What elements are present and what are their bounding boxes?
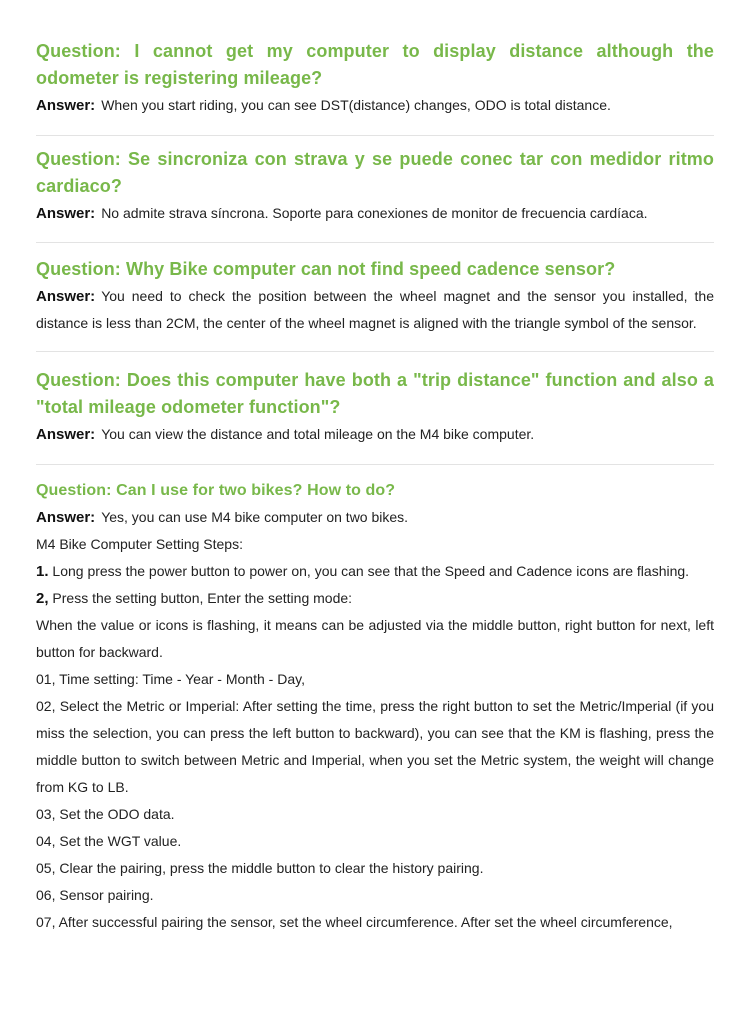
answer-label: Answer:: [36, 205, 96, 222]
step-2: [36, 585, 714, 612]
faq-item-5: [36, 465, 714, 936]
substep-02: 02, Select the Metric or Imperial: After setting the time, press the right button to set the Metric/Imperial (if you miss the selection, you can press the left button to backward), you can see that the KM is flashing, press the middle button to switch between Metric and Imperial, when you set the Metric system, the weight will change from KG to LB.: [36, 698, 714, 795]
step-text: Press the setting button, Enter the setting mode:: [52, 590, 353, 606]
step-1: [36, 558, 714, 585]
faq-answer: [36, 421, 714, 448]
answer-text: You can view the distance and total mileage on the M4 bike computer.: [101, 426, 535, 442]
answer-text: When you start riding, you can see DST(distance) changes, ODO is total distance.: [101, 97, 611, 113]
steps-title: M4 Bike Computer Setting Steps:: [36, 536, 243, 552]
faq-answer: [36, 504, 714, 531]
substep-05: 05, Clear the pairing, press the middle button to clear the history pairing.: [36, 860, 484, 876]
answer-text: Yes, you can use M4 bike computer on two bikes.: [101, 509, 409, 525]
faq-question: Question: I cannot get my computer to display distance although the odometer is registering mileage?: [36, 41, 714, 88]
answer-label: Answer:: [36, 288, 96, 305]
faq-item-2: [36, 136, 714, 227]
answer-label: Answer:: [36, 509, 96, 526]
answer-text: No admite strava síncrona. Soporte para conexiones de monitor de frecuencia cardíaca.: [101, 205, 648, 221]
faq-item-1: [36, 38, 714, 119]
step-number: 2,: [36, 590, 49, 607]
substep-03: 03, Set the ODO data.: [36, 806, 175, 822]
faq-question: Question: Can I use for two bikes? How to do?: [36, 482, 396, 499]
faq-question: Question: Se sincroniza con strava y se puede conec tar con medidor ritmo cardiaco?: [36, 149, 714, 196]
step-2-description: When the value or icons is flashing, it means can be adjusted via the middle button, right button for next, left button for backward.: [36, 617, 714, 660]
faq-question: Question: Why Bike computer can not find speed cadence sensor?: [36, 259, 616, 279]
faq-question: Question: Does this computer have both a "trip distance" function and also a "total mileage odometer function"?: [36, 370, 714, 417]
faq-answer: [36, 200, 714, 227]
step-text: Long press the power button to power on, you can see that the Speed and Cadence icons are flashing.: [52, 563, 690, 579]
faq-item-4: [36, 352, 714, 448]
substep-06: 06, Sensor pairing.: [36, 887, 154, 903]
faq-answer: [36, 92, 714, 119]
answer-label: Answer:: [36, 426, 96, 443]
faq-item-3: [36, 243, 714, 337]
substep-01: 01, Time setting: Time - Year - Month - Day,: [36, 671, 305, 687]
answer-text: You need to check the position between the wheel magnet and the sensor you installed, the distance is less than 2CM, the center of the wheel magnet is aligned with the triangle symbol of the sensor.: [36, 288, 714, 331]
answer-label: Answer:: [36, 97, 96, 114]
substep-07: 07, After successful pairing the sensor, set the wheel circumference. After set the wheel circumference,: [36, 914, 673, 930]
faq-answer: [36, 283, 714, 337]
step-number: 1.: [36, 563, 49, 580]
substep-04: 04, Set the WGT value.: [36, 833, 182, 849]
